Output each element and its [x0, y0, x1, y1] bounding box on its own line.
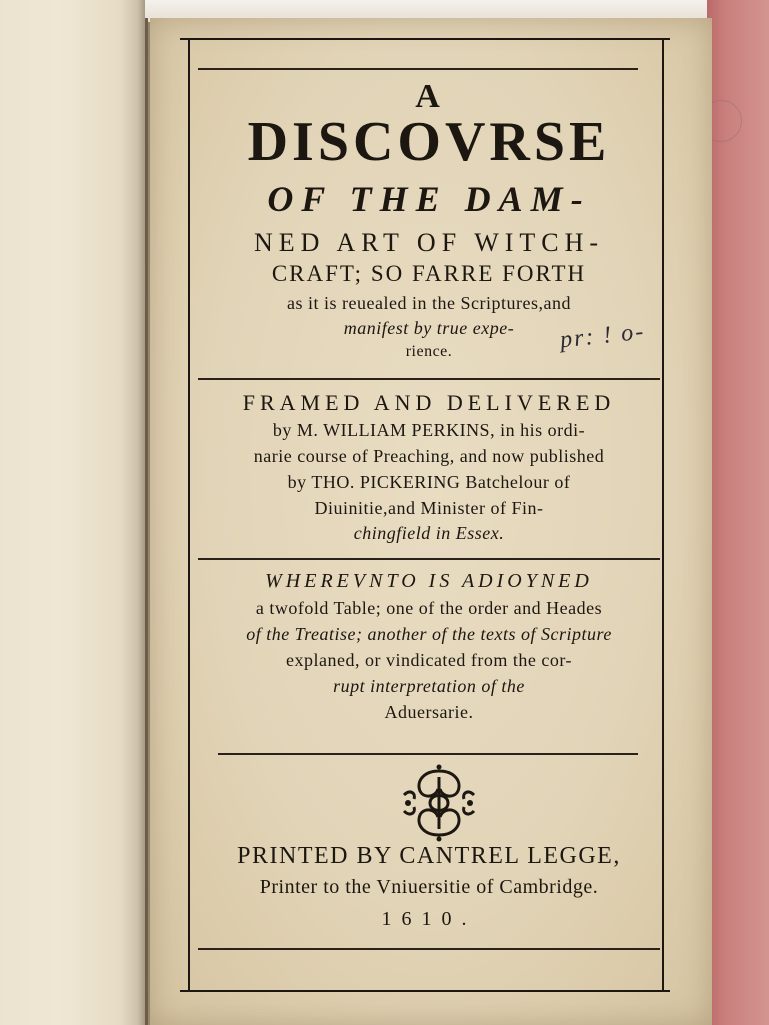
- author-line-1: FRAMED AND DELIVERED: [242, 390, 616, 415]
- title-line-ned-art: NED ART OF WITCH-: [253, 228, 605, 257]
- title-line-rience: rience.: [405, 343, 453, 360]
- adjoined-line-5: rupt interpretation of the: [333, 676, 525, 696]
- rule-bottom: [198, 948, 660, 950]
- handwritten-note: pr: ! o-: [558, 318, 647, 354]
- gutter-line: [145, 18, 148, 1025]
- author-line-4: by THO. PICKERING Batchelour of: [287, 472, 571, 492]
- rule-section-3: [218, 753, 638, 755]
- imprint-date: 1610.: [381, 908, 477, 930]
- adjoined-line-6: Aduersarie.: [384, 702, 474, 722]
- title-line-reuealed: as it is reuealed in the Scriptures,and: [287, 293, 571, 313]
- imprint-line-2: Printer to the Vniuersitie of Cambridge.: [259, 876, 599, 898]
- frame-rule-bottom: [180, 990, 670, 992]
- adjoined-line-2: a twofold Table; one of the order and Heades: [255, 598, 603, 618]
- author-line-3: narie course of Preaching, and now published: [253, 446, 605, 466]
- adjoined-line-3: of the Treatise; another of the texts of Scripture: [246, 624, 612, 644]
- title-line-of-the-dam: OF THE DAM-: [267, 179, 591, 219]
- left-flyleaf: [0, 0, 150, 1025]
- title-line-discourse: DISCOVRSE: [247, 111, 611, 173]
- adjoined-line-4: explaned, or vindicated from the cor-: [285, 650, 573, 670]
- imprint-line-1: PRINTED BY CANTREL LEGGE,: [237, 843, 621, 869]
- adjoined-line-1: WHEREVNTO IS ADIOYNED: [265, 570, 593, 592]
- red-binding-edge: [707, 0, 769, 1025]
- title-line-a: A: [415, 78, 443, 115]
- title-line-manifest: manifest by true expe-: [343, 318, 515, 338]
- printers-ornament-icon: [394, 763, 484, 843]
- rule-section-2: [198, 558, 660, 560]
- title-line-craft: CRAFT; SO FARRE FORTH: [271, 261, 587, 286]
- rule-top: [198, 68, 638, 70]
- author-line-6: chingfield in Essex.: [353, 523, 505, 543]
- author-line-5: Diuinitie,and Minister of Fin-: [314, 498, 544, 518]
- author-line-2: by M. WILLIAM PERKINS, in his ordi-: [272, 420, 586, 440]
- rule-section-1: [198, 378, 660, 380]
- title-page: [150, 18, 712, 1025]
